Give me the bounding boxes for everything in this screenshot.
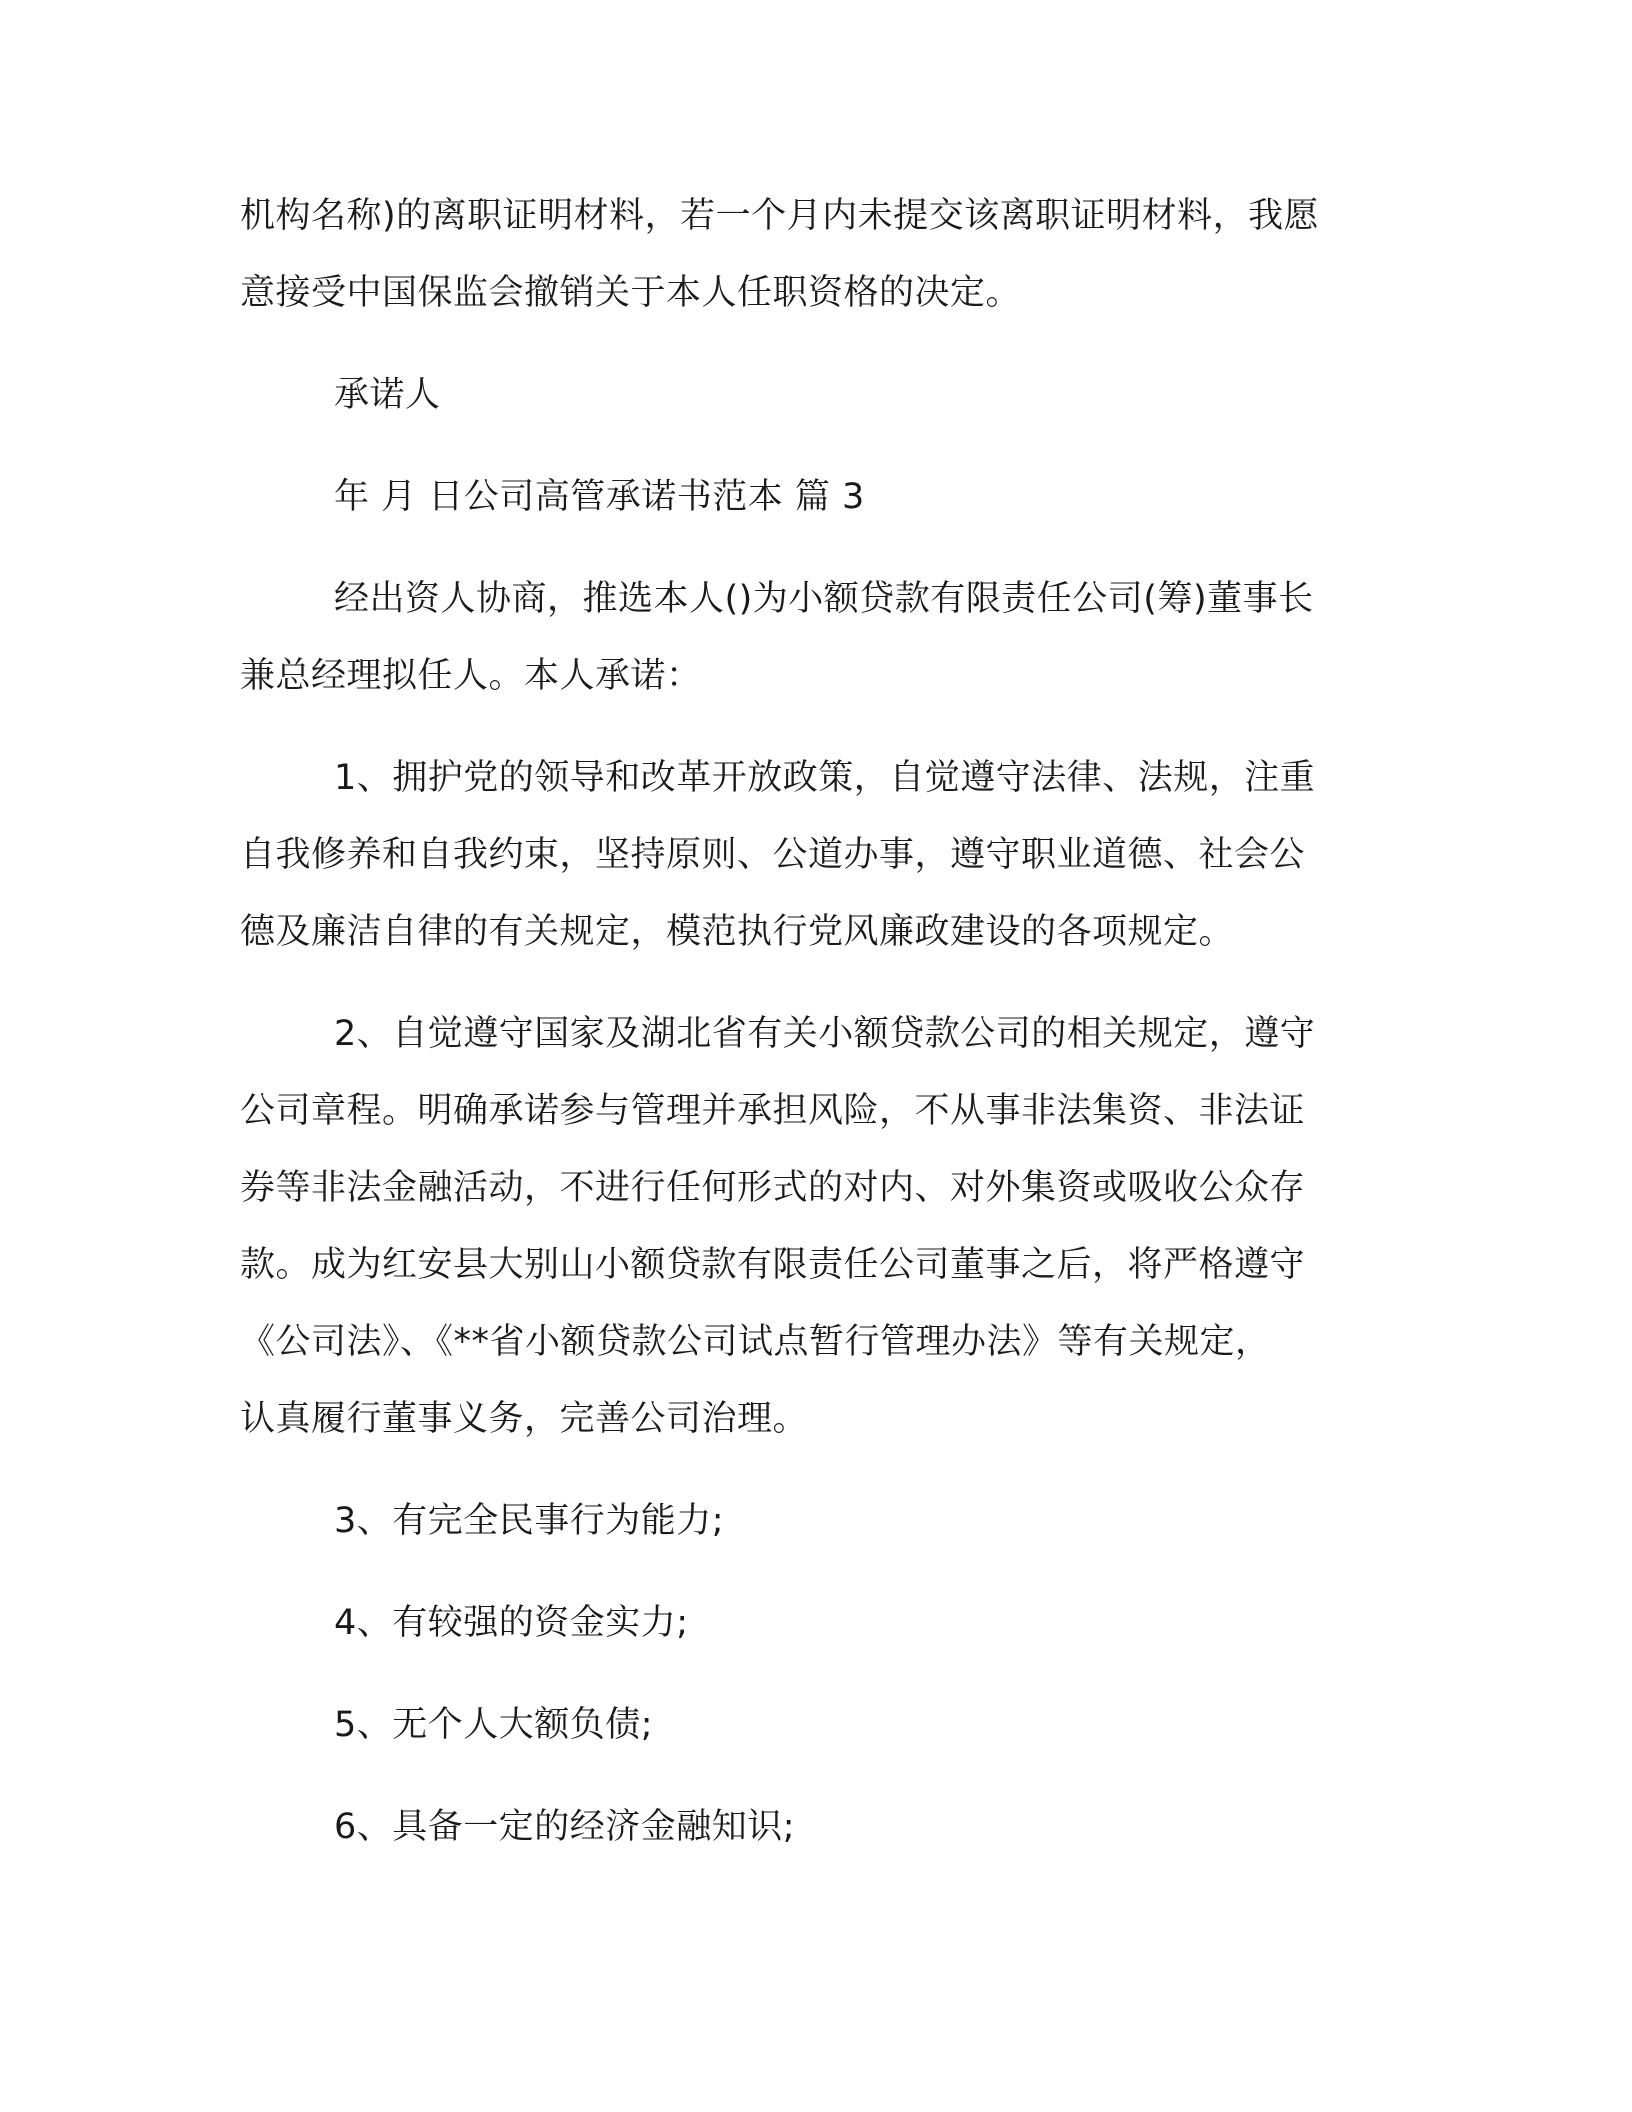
paragraph-date-heading [240, 469, 1370, 546]
text-line: 意接受中国保监会撤销关于本人任职资格的决定。 [240, 273, 1022, 313]
paragraph-item-6 [240, 1799, 1370, 1876]
text-line: 1、拥护党的领导和改革开放政策，自觉遵守法律、法规，注重 [334, 758, 1316, 798]
text-line: 经出资人协商，推选本人()为小额贷款有限责任公司(筹)董事长 [334, 579, 1314, 619]
text-line: 款。成为红安县大别山小额贷款有限责任公司董事之后，将严格遵守 [240, 1245, 1306, 1285]
section-heading: 年 月 日公司高管承诺书范本 篇 3 [334, 477, 865, 517]
paragraph-resignation-continued [240, 188, 1370, 342]
text-line: 6、具备一定的经济金融知识; [334, 1807, 796, 1847]
text-line: 5、无个人大额负债; [334, 1705, 654, 1745]
paragraph-item-2 [240, 1006, 1370, 1468]
text-line: 3、有完全民事行为能力; [334, 1501, 725, 1541]
paragraph-promisor [240, 367, 1370, 444]
text-line: 承诺人 [334, 375, 441, 415]
text-line: 券等非法金融活动，不进行任何形式的对内、对外集资或吸收公众存 [240, 1168, 1306, 1208]
text-line: 兼总经理拟任人。本人承诺： [240, 656, 702, 696]
text-line: 自我修养和自我约束，坚持原则、公道办事，遵守职业道德、社会公 [240, 835, 1306, 875]
paragraph-item-5 [240, 1697, 1370, 1774]
text-line: 公司章程。明确承诺参与管理并承担风险，不从事非法集资、非法证 [240, 1091, 1306, 1131]
text-line: 机构名称)的离职证明材料，若一个月内未提交该离职证明材料，我愿 [240, 196, 1320, 236]
paragraph-item-4 [240, 1595, 1370, 1672]
paragraph-item-1 [240, 750, 1370, 981]
text-line: 认真履行董事义务，完善公司治理。 [240, 1399, 809, 1439]
text-line: 2、自觉遵守国家及湖北省有关小额贷款公司的相关规定，遵守 [334, 1014, 1316, 1054]
text-line: 德及廉洁自律的有关规定，模范执行党风廉政建设的各项规定。 [240, 912, 1235, 952]
paragraph-item-3 [240, 1493, 1370, 1570]
document-body [240, 188, 1370, 1876]
text-line: 《公司法》、《**省小额贷款公司试点暂行管理办法》等有关规定， [240, 1322, 1271, 1362]
paragraph-intro [240, 571, 1370, 725]
text-line: 4、有较强的资金实力; [334, 1603, 689, 1643]
